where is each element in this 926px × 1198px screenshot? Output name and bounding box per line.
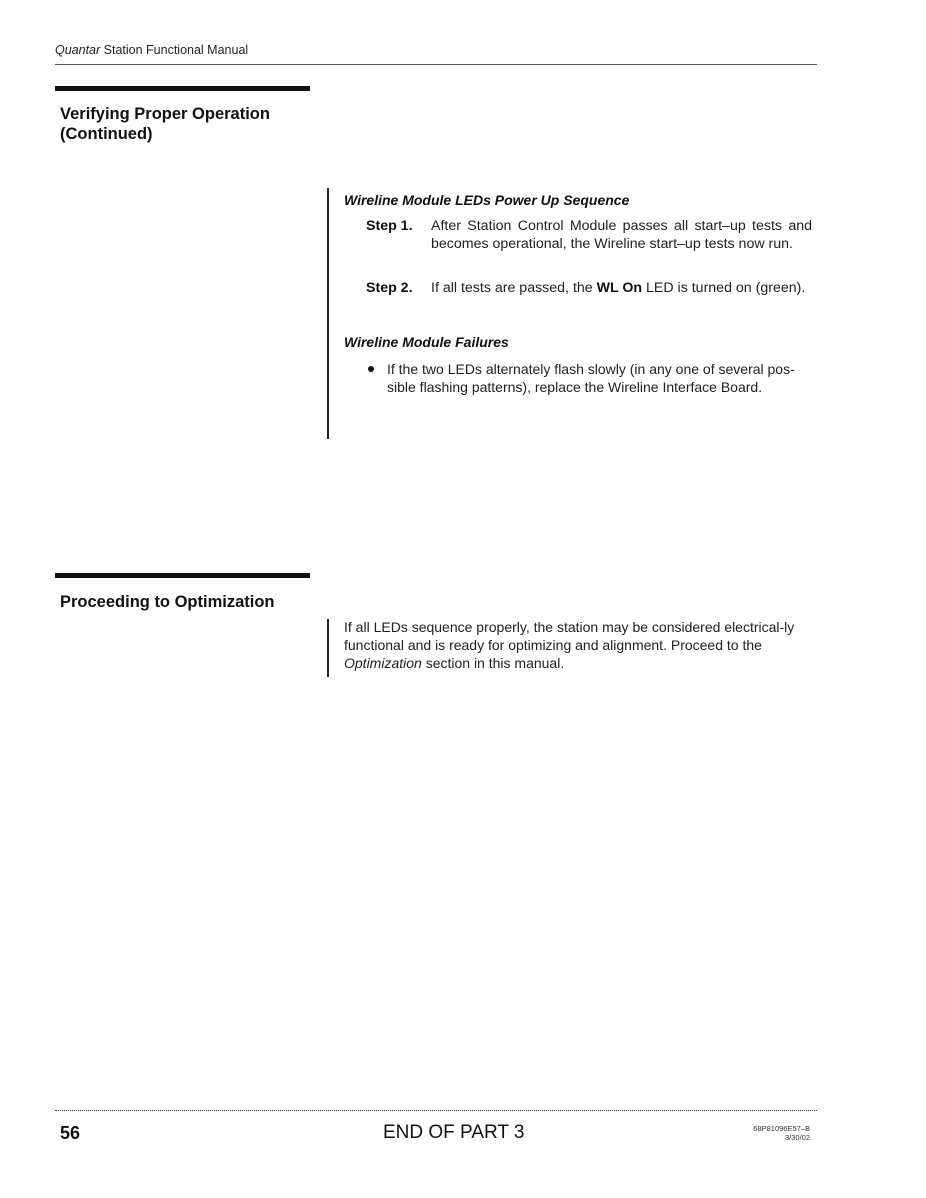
header-product-name: Quantar: [55, 43, 101, 57]
failure-bullet-text: If the two LEDs alternately flash slowly (in any one of several pos-sible flashing patterns), replace the Wireline Interface Board.: [387, 361, 795, 395]
failure-bullet: [344, 360, 812, 396]
change-bar-wireline: [327, 188, 329, 439]
optimization-section-ref: Optimization: [344, 655, 422, 671]
page-number: 56: [60, 1123, 81, 1143]
running-header: [55, 43, 248, 57]
step-2-label: Step 2.: [366, 280, 413, 296]
bullet-dot-icon: [368, 366, 374, 372]
subheading-power-up: Wireline Module LEDs Power Up Sequence: [344, 192, 630, 208]
footer-rule: [55, 1110, 817, 1111]
section-title-verifying: [60, 104, 270, 144]
end-of-part-label: END OF PART 3: [383, 1122, 525, 1143]
header-manual-title: Station Functional Manual: [100, 43, 249, 57]
optimization-paragraph: If all LEDs sequence properly, the station may be considered electrical-ly functional and is ready for optimizing and alignment. Proceed to the Optimization section in this manual.: [344, 619, 795, 671]
step-2: [344, 279, 812, 297]
header-rule: [55, 64, 817, 65]
document-number-block: [700, 1124, 810, 1142]
document-date: 3/30/02: [784, 1133, 810, 1142]
section-bar-verifying: [55, 86, 310, 91]
step-1-label: Step 1.: [366, 218, 413, 234]
step-1: [344, 217, 812, 253]
step-2-text: If all tests are passed, the WL On LED is turned on (green).: [431, 280, 806, 296]
subheading-failures: Wireline Module Failures: [344, 334, 509, 350]
wl-on-led-name: WL On: [596, 280, 643, 296]
section-title-line2: (Continued): [60, 125, 153, 143]
document-number: 68P81096E57–B: [753, 1124, 810, 1133]
section-bar-optimization: [55, 573, 310, 578]
section-title-optimization: Proceeding to Optimization: [60, 593, 275, 611]
step-1-text: After Station Control Module passes all start–up tests and becomes operational, the Wireline start–up tests now run.: [431, 218, 812, 252]
section-title-line1: Verifying Proper Operation: [60, 105, 270, 123]
change-bar-optimization: [327, 619, 329, 677]
